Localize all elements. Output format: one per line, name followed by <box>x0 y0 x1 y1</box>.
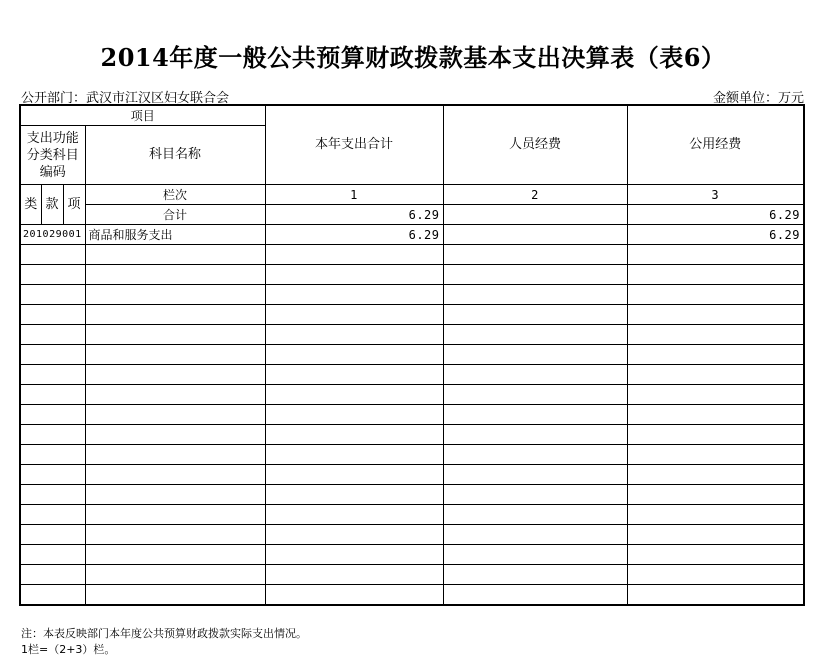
row-subject-name <box>85 445 265 465</box>
row-total <box>265 305 443 325</box>
row-subject-name <box>85 485 265 505</box>
header-personnel: 人员经费 <box>443 105 627 185</box>
row-subject-name <box>85 365 265 385</box>
row-total <box>265 425 443 445</box>
row-personnel <box>443 565 627 585</box>
row-public <box>627 525 804 545</box>
row-total <box>265 405 443 425</box>
row-code <box>20 585 85 606</box>
table-row <box>20 505 804 525</box>
row-total <box>265 585 443 606</box>
table-row <box>20 545 804 565</box>
row-code <box>20 305 85 325</box>
row-total: 6.29 <box>265 225 443 245</box>
row-personnel <box>443 285 627 305</box>
row-personnel <box>443 245 627 265</box>
row-personnel <box>443 525 627 545</box>
col-number-2: 2 <box>443 185 627 205</box>
row-subject-name <box>85 465 265 485</box>
sum-public: 6.29 <box>627 205 804 225</box>
row-subject-name <box>85 405 265 425</box>
row-code <box>20 545 85 565</box>
row-subject-name <box>85 385 265 405</box>
col-number-1: 1 <box>265 185 443 205</box>
row-code <box>20 465 85 485</box>
header-item: 项目 <box>20 105 265 126</box>
table-row <box>20 485 804 505</box>
row-personnel <box>443 465 627 485</box>
row-code <box>20 345 85 365</box>
row-personnel <box>443 425 627 445</box>
header-total: 本年支出合计 <box>265 105 443 185</box>
row-subject-name <box>85 565 265 585</box>
row-code <box>20 565 85 585</box>
row-subject-name <box>85 525 265 545</box>
row-personnel <box>443 585 627 606</box>
table-row <box>20 305 804 325</box>
row-code <box>20 245 85 265</box>
table-row <box>20 425 804 445</box>
table-row <box>20 465 804 485</box>
row-personnel <box>443 225 627 245</box>
row-public <box>627 345 804 365</box>
row-code <box>20 285 85 305</box>
row-code: 201029001 <box>20 225 85 245</box>
row-subject-name <box>85 285 265 305</box>
row-subject-name <box>85 305 265 325</box>
row-personnel <box>443 445 627 465</box>
row-public <box>627 445 804 465</box>
note-line-1: 注：本表反映部门本年度公共预算财政拨款实际支出情况。 <box>21 627 307 640</box>
row-total <box>265 365 443 385</box>
row-subject-name <box>85 585 265 606</box>
row-public <box>627 285 804 305</box>
row-code <box>20 485 85 505</box>
header-code-group: 支出功能分类科目编码 <box>20 126 85 185</box>
note-line-2: 1栏=（2+3）栏。 <box>21 643 116 656</box>
header-xiang: 项 <box>63 185 85 225</box>
row-personnel <box>443 405 627 425</box>
sum-personnel <box>443 205 627 225</box>
table-row <box>20 445 804 465</box>
row-public <box>627 565 804 585</box>
row-personnel <box>443 545 627 565</box>
row-total <box>265 265 443 285</box>
row-total <box>265 485 443 505</box>
table-row <box>20 245 804 265</box>
row-total <box>265 385 443 405</box>
header-subject-name: 科目名称 <box>85 126 265 185</box>
table-row <box>20 365 804 385</box>
table-row <box>20 265 804 285</box>
table-row <box>20 525 804 545</box>
header-kuan: 款 <box>41 185 63 225</box>
row-subject-name <box>85 545 265 565</box>
budget-table <box>19 104 805 606</box>
row-public <box>627 325 804 345</box>
row-total <box>265 345 443 365</box>
row-public <box>627 505 804 525</box>
row-personnel <box>443 505 627 525</box>
row-personnel <box>443 365 627 385</box>
table-row <box>20 565 804 585</box>
row-subject-name: 商品和服务支出 <box>85 225 265 245</box>
unit-label: 金额单位：万元 <box>712 91 804 106</box>
row-personnel <box>443 385 627 405</box>
row-subject-name <box>85 265 265 285</box>
row-total <box>265 525 443 545</box>
table-row <box>20 225 804 245</box>
row-code <box>20 445 85 465</box>
lanci-label: 栏次 <box>85 185 265 205</box>
row-personnel <box>443 485 627 505</box>
department-label: 公开部门：武汉市江汉区妇女联合会 <box>21 91 230 106</box>
row-code <box>20 365 85 385</box>
row-code <box>20 525 85 545</box>
row-public <box>627 465 804 485</box>
row-public <box>627 385 804 405</box>
col-number-3: 3 <box>627 185 804 205</box>
row-code <box>20 265 85 285</box>
row-code <box>20 385 85 405</box>
row-code <box>20 505 85 525</box>
row-total <box>265 325 443 345</box>
row-code <box>20 405 85 425</box>
header-public: 公用经费 <box>627 105 804 185</box>
row-public <box>627 585 804 606</box>
row-personnel <box>443 345 627 365</box>
row-total <box>265 565 443 585</box>
row-total <box>265 465 443 485</box>
row-subject-name <box>85 425 265 445</box>
row-total <box>265 245 443 265</box>
row-public <box>627 245 804 265</box>
row-total <box>265 545 443 565</box>
sum-label: 合计 <box>85 205 265 225</box>
header-lei: 类 <box>20 185 41 225</box>
page-title: 2014年度一般公共预算财政拨款基本支出决算表（表6） <box>100 43 726 72</box>
sum-total: 6.29 <box>265 205 443 225</box>
row-total <box>265 445 443 465</box>
row-public: 6.29 <box>627 225 804 245</box>
table-row <box>20 285 804 305</box>
row-personnel <box>443 305 627 325</box>
row-subject-name <box>85 505 265 525</box>
table-row <box>20 345 804 365</box>
table-row <box>20 585 804 606</box>
row-public <box>627 425 804 445</box>
row-public <box>627 305 804 325</box>
table-row <box>20 385 804 405</box>
row-code <box>20 425 85 445</box>
row-total <box>265 285 443 305</box>
row-total <box>265 505 443 525</box>
table-row <box>20 325 804 345</box>
row-public <box>627 365 804 385</box>
row-personnel <box>443 325 627 345</box>
row-public <box>627 405 804 425</box>
row-public <box>627 485 804 505</box>
row-personnel <box>443 265 627 285</box>
row-subject-name <box>85 345 265 365</box>
row-public <box>627 265 804 285</box>
row-subject-name <box>85 245 265 265</box>
table-row <box>20 405 804 425</box>
row-public <box>627 545 804 565</box>
row-code <box>20 325 85 345</box>
row-subject-name <box>85 325 265 345</box>
